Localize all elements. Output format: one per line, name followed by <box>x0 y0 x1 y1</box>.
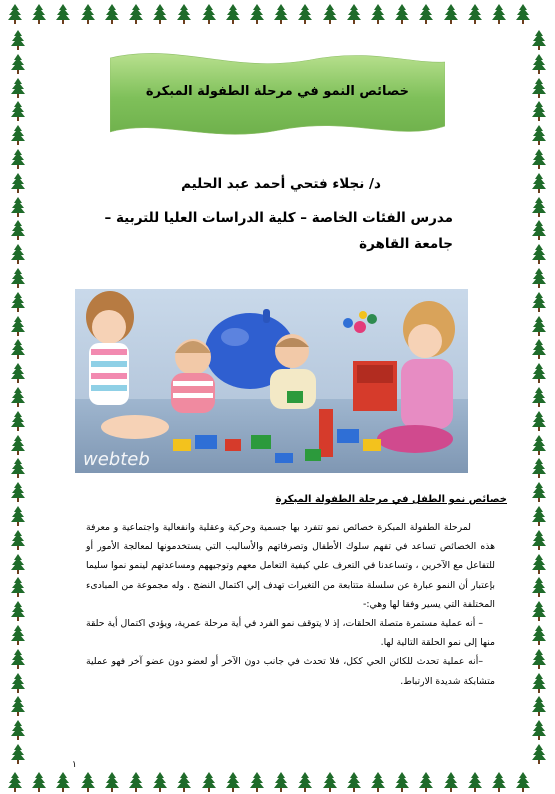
pine-tree-icon <box>11 744 25 764</box>
pine-tree-icon <box>11 125 25 145</box>
pine-tree-icon <box>532 30 546 50</box>
author-position: مدرس الفئات الخاصة – كلية الدراسات العليا للتربية – جامعة القاهرة <box>104 210 453 252</box>
pine-tree-icon <box>419 772 433 792</box>
pine-tree-icon <box>532 78 546 98</box>
author-name: د/ نجلاء فتحي أحمد عبد الحليم <box>181 176 381 192</box>
pine-tree-icon <box>11 387 25 407</box>
photo-watermark: webteb <box>83 449 150 470</box>
pine-tree-icon <box>532 601 546 621</box>
pine-tree-icon <box>532 673 546 693</box>
pine-tree-icon <box>371 4 385 24</box>
pine-tree-icon <box>532 316 546 336</box>
pine-tree-icon <box>11 435 25 455</box>
pine-tree-icon <box>11 173 25 193</box>
pine-tree-icon <box>532 363 546 383</box>
pine-tree-icon <box>32 772 46 792</box>
children-playing-photo <box>75 289 468 473</box>
pine-tree-icon <box>11 54 25 74</box>
pine-tree-icon <box>468 772 482 792</box>
pine-tree-icon <box>56 772 70 792</box>
pine-tree-icon <box>11 601 25 621</box>
pine-tree-icon <box>11 149 25 169</box>
pine-tree-icon <box>56 4 70 24</box>
pine-tree-icon <box>444 772 458 792</box>
pine-tree-icon <box>532 197 546 217</box>
pine-tree-icon <box>11 316 25 336</box>
pine-tree-icon <box>153 4 167 24</box>
body-text <box>86 518 495 691</box>
pine-tree-icon <box>532 625 546 645</box>
pine-tree-icon <box>395 772 409 792</box>
pine-tree-icon <box>11 220 25 240</box>
pine-tree-icon <box>177 772 191 792</box>
pine-tree-icon <box>11 197 25 217</box>
pine-tree-icon <box>11 577 25 597</box>
pine-tree-icon <box>532 458 546 478</box>
pine-tree-icon <box>129 4 143 24</box>
page-border-top <box>0 2 555 26</box>
page-number: ١ <box>72 760 77 770</box>
pine-tree-icon <box>202 772 216 792</box>
pine-tree-icon <box>532 506 546 526</box>
pine-tree-icon <box>347 772 361 792</box>
page-border-right <box>527 0 551 792</box>
pine-tree-icon <box>226 4 240 24</box>
pine-tree-icon <box>129 772 143 792</box>
pine-tree-icon <box>532 577 546 597</box>
pine-tree-icon <box>371 772 385 792</box>
pine-tree-icon <box>250 4 264 24</box>
pine-tree-icon <box>532 530 546 550</box>
pine-tree-icon <box>532 149 546 169</box>
paragraph-principle-2: –أنه عملية تحدث للكائن الحي ككل، فلا تحدث في جانب دون الآخر أو لعضو دون عضو آخر فهو عملية متشابكة شديدة الارتباط. <box>86 656 495 687</box>
pine-tree-icon <box>492 772 506 792</box>
pine-tree-icon <box>11 363 25 383</box>
pine-tree-icon <box>323 772 337 792</box>
pine-tree-icon <box>177 4 191 24</box>
pine-tree-icon <box>105 4 119 24</box>
pine-tree-icon <box>11 339 25 359</box>
pine-tree-icon <box>532 482 546 502</box>
pine-tree-icon <box>419 4 433 24</box>
pine-tree-icon <box>323 4 337 24</box>
pine-tree-icon <box>444 4 458 24</box>
pine-tree-icon <box>11 673 25 693</box>
pine-tree-icon <box>532 411 546 431</box>
pine-tree-icon <box>32 4 46 24</box>
pine-tree-icon <box>532 173 546 193</box>
pine-tree-icon <box>532 744 546 764</box>
pine-tree-icon <box>532 54 546 74</box>
pine-tree-icon <box>11 649 25 669</box>
pine-tree-icon <box>250 772 264 792</box>
pine-tree-icon <box>202 4 216 24</box>
pine-tree-icon <box>395 4 409 24</box>
document-title: خصائص النمو في مرحلة الطفولة المبكرة <box>145 84 410 99</box>
pine-tree-icon <box>468 4 482 24</box>
pine-tree-icon <box>11 244 25 264</box>
pine-tree-icon <box>11 78 25 98</box>
pine-tree-icon <box>532 125 546 145</box>
paragraph-principle-1: – أنه عملية مستمرة متصلة الحلقات، إذ لا يتوقف نمو الفرد في أية مرحلة عمرية، ويؤدي اكتمال أية حلقة منها إلى نمو الحلقة التالية لها. <box>85 618 495 649</box>
section-heading: خصائص نمو الطفل في مرحلة الطفولة المبكرة <box>275 494 507 505</box>
pine-tree-icon <box>532 220 546 240</box>
pine-tree-icon <box>11 101 25 121</box>
pine-tree-icon <box>11 554 25 574</box>
pine-tree-icon <box>532 101 546 121</box>
pine-tree-icon <box>11 292 25 312</box>
pine-tree-icon <box>11 506 25 526</box>
pine-tree-icon <box>532 268 546 288</box>
pine-tree-icon <box>532 339 546 359</box>
pine-tree-icon <box>274 4 288 24</box>
pine-tree-icon <box>11 30 25 50</box>
pine-tree-icon <box>105 772 119 792</box>
pine-tree-icon <box>11 625 25 645</box>
pine-tree-icon <box>11 482 25 502</box>
pine-tree-icon <box>274 772 288 792</box>
page-border-left <box>6 0 30 792</box>
pine-tree-icon <box>532 649 546 669</box>
pine-tree-icon <box>532 387 546 407</box>
pine-tree-icon <box>226 772 240 792</box>
pine-tree-icon <box>11 411 25 431</box>
pine-tree-icon <box>298 772 312 792</box>
pine-tree-icon <box>532 292 546 312</box>
pine-tree-icon <box>81 772 95 792</box>
pine-tree-icon <box>11 530 25 550</box>
pine-tree-icon <box>532 554 546 574</box>
pine-tree-icon <box>11 458 25 478</box>
pine-tree-icon <box>153 772 167 792</box>
pine-tree-icon <box>492 4 506 24</box>
paragraph-intro: لمرحلة الطفولة المبكرة خصائص نمو تتفرد بها جسمية وحركية وعقلية وانفعالية واجتماعية و معرفة هذه الخصائص تساعد في تفهم سلوك الأطفال وتصرفاتهم والأساليب التي يستخدمونها لمعالجة الأمور أو للتفاعل مع الآخرين ، وتساعدنا في التعرف علي كيفية التعامل معهم وتوجيههم ومساعدتهم لينمو نموا سليما بإعتبار أن النمو عبارة عن سلسلة متتابعة من التغيرات تهدف إلي اكتمال النضج . وله مجموعة من المبادىء المختلفة التي يسير وفقا لها وهي:- <box>86 522 495 610</box>
pine-tree-icon <box>532 435 546 455</box>
pine-tree-icon <box>347 4 361 24</box>
pine-tree-icon <box>11 720 25 740</box>
pine-tree-icon <box>11 268 25 288</box>
pine-tree-icon <box>532 244 546 264</box>
pine-tree-icon <box>298 4 312 24</box>
pine-tree-icon <box>81 4 95 24</box>
pine-tree-icon <box>532 696 546 716</box>
pine-tree-icon <box>11 696 25 716</box>
page-border-bottom <box>0 770 555 794</box>
pine-tree-icon <box>532 720 546 740</box>
